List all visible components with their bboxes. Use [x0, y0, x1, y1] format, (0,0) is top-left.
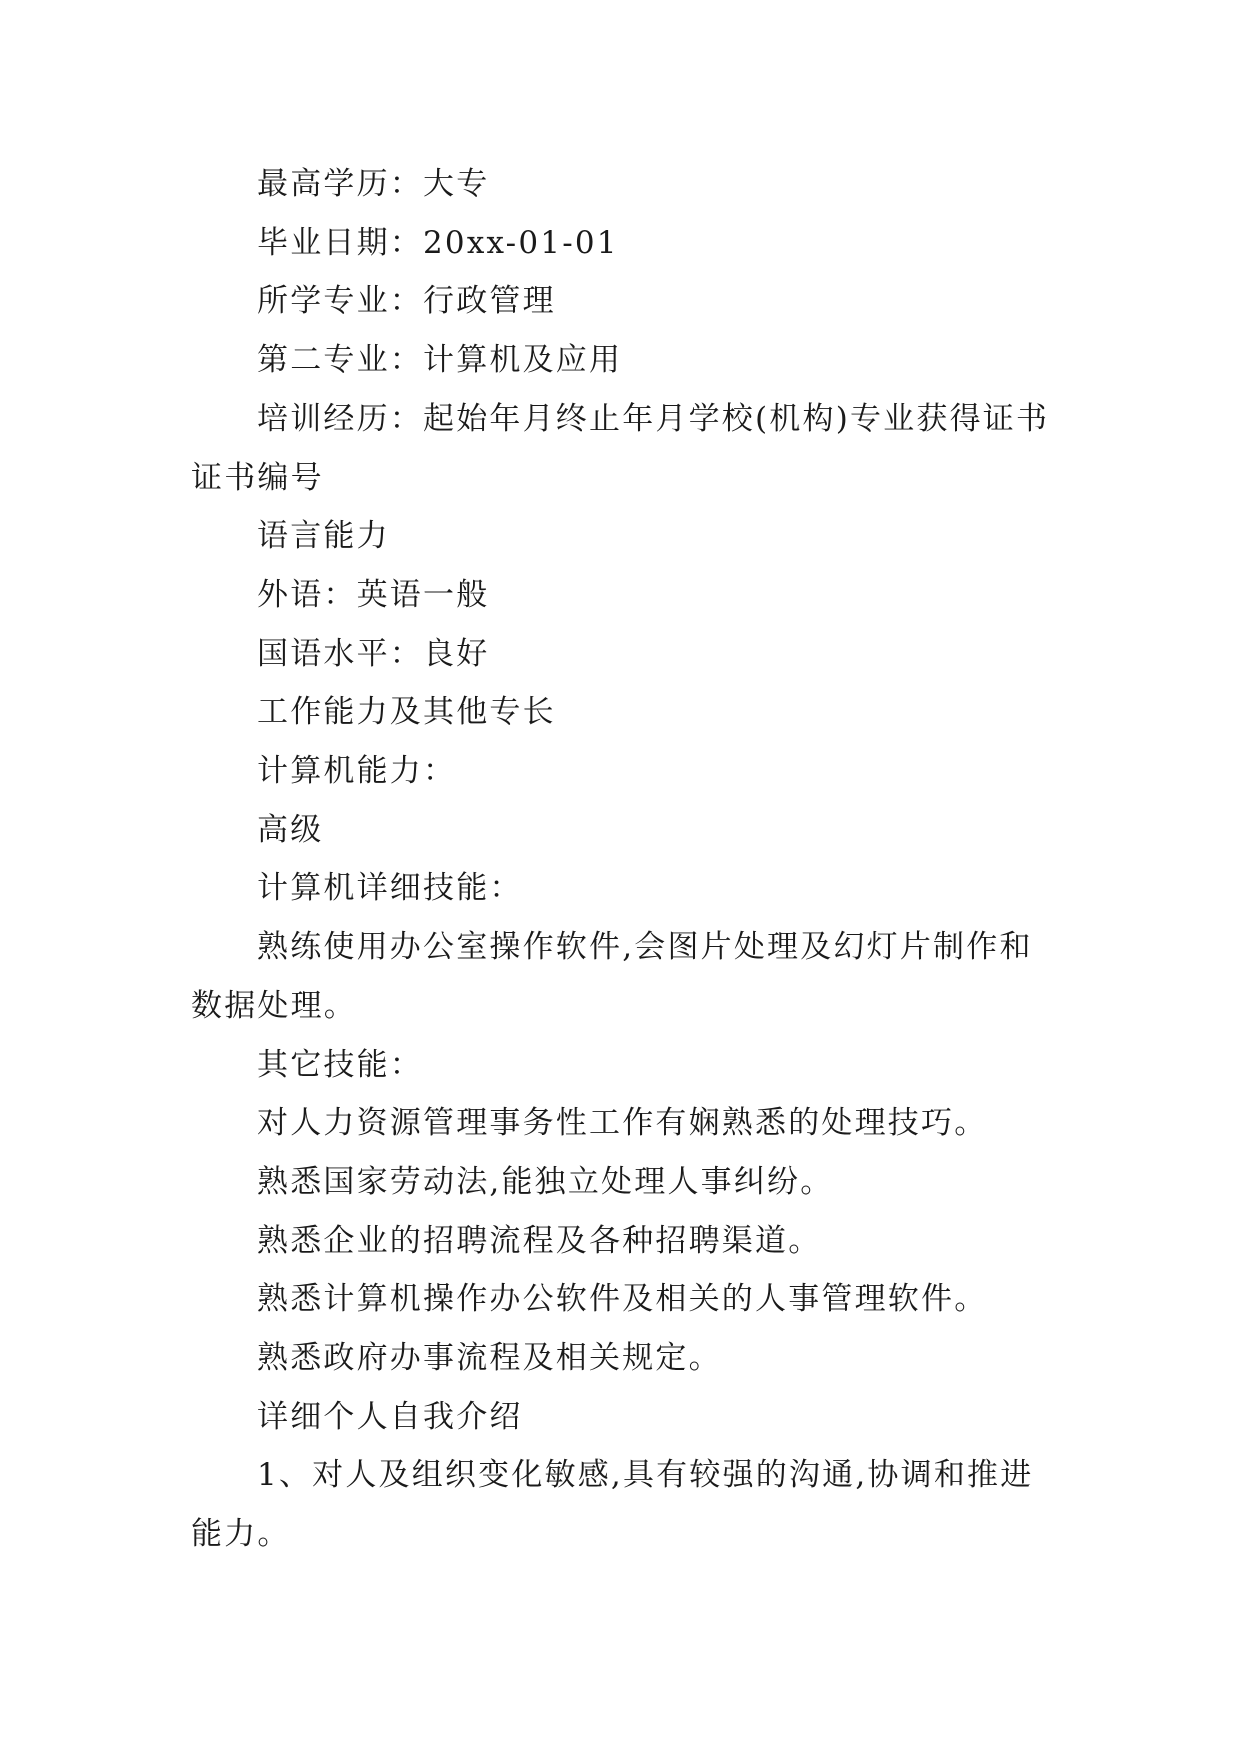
field-computer-ability-value: 高级: [257, 811, 324, 848]
field-foreign-language: 外语：英语一般: [257, 576, 490, 613]
field-computer-skills-text: 熟练使用办公室操作软件,会图片处理及幻灯片制作和数据处理。: [191, 929, 1033, 1024]
list-item: 熟悉政府办事流程及相关规定。: [257, 1340, 722, 1377]
field-computer-skills-label: 计算机详细技能：: [257, 870, 523, 907]
field-computer-ability-label: 计算机能力：: [257, 753, 457, 790]
field-other-skills-label: 其它技能：: [257, 1046, 423, 1083]
field-highest-education: 最高学历：大专: [257, 166, 490, 202]
list-item: 熟悉国家劳动法,能独立处理人事纠纷。: [257, 1163, 834, 1200]
list-item: 熟悉企业的招聘流程及各种招聘渠道。: [257, 1222, 822, 1259]
field-mandarin-level: 国语水平：良好: [257, 635, 490, 672]
list-item: 熟悉计算机操作办公软件及相关的人事管理软件。: [257, 1281, 988, 1318]
section-heading-language: 语言能力: [257, 518, 390, 555]
document-body: [191, 155, 1058, 1564]
field-major: 所学专业：行政管理: [257, 283, 556, 320]
field-second-major: 第二专业：计算机及应用: [257, 342, 623, 379]
section-heading-skills: 工作能力及其他专长: [257, 694, 556, 731]
list-item: 1、对人及组织变化敏感,具有较强的沟通,协调和推进能力。: [191, 1457, 1034, 1553]
field-training-history: 培训经历：起始年月终止年月学校(机构)专业获得证书证书编号: [191, 400, 1050, 496]
section-heading-self-intro: 详细个人自我介绍: [257, 1398, 523, 1435]
list-item: 对人力资源管理事务性工作有娴熟悉的处理技巧。: [257, 1105, 988, 1142]
field-graduation-date: 毕业日期：20xx-01-01: [257, 224, 619, 261]
